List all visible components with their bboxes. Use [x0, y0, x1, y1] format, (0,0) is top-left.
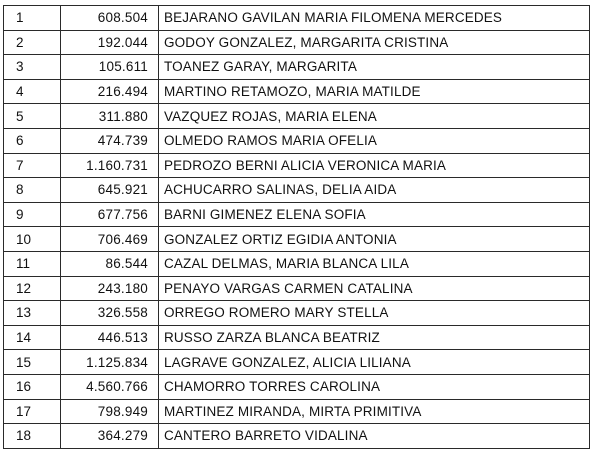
row-number: 15	[4, 350, 61, 375]
full-name: BARNI GIMENEZ ELENA SOFIA	[159, 202, 590, 227]
row-number: 5	[4, 104, 61, 129]
full-name: GONZALEZ ORTIZ EGIDIA ANTONIA	[159, 227, 590, 252]
row-number: 3	[4, 55, 61, 80]
beneficiary-table	[3, 5, 590, 449]
table-body	[4, 6, 590, 449]
row-number: 4	[4, 79, 61, 104]
id-number: 446.513	[61, 325, 159, 350]
full-name: CHAMORRO TORRES CAROLINA	[159, 374, 590, 399]
table-row	[4, 6, 590, 31]
table-row	[4, 30, 590, 55]
id-number: 1.125.834	[61, 350, 159, 375]
id-number: 474.739	[61, 128, 159, 153]
table-row	[4, 350, 590, 375]
full-name: ORREGO ROMERO MARY STELLA	[159, 301, 590, 326]
table-row	[4, 399, 590, 424]
id-number: 4.560.766	[61, 374, 159, 399]
row-number: 14	[4, 325, 61, 350]
id-number: 326.558	[61, 301, 159, 326]
table-row	[4, 325, 590, 350]
row-number: 12	[4, 276, 61, 301]
full-name: LAGRAVE GONZALEZ, ALICIA LILIANA	[159, 350, 590, 375]
full-name: CANTERO BARRETO VIDALINA	[159, 424, 590, 449]
document-sheet	[0, 5, 600, 449]
row-number: 2	[4, 30, 61, 55]
id-number: 105.611	[61, 55, 159, 80]
full-name: MARTINO RETAMOZO, MARIA MATILDE	[159, 79, 590, 104]
id-number: 311.880	[61, 104, 159, 129]
row-number: 10	[4, 227, 61, 252]
id-number: 677.756	[61, 202, 159, 227]
full-name: VAZQUEZ ROJAS, MARIA ELENA	[159, 104, 590, 129]
id-number: 364.279	[61, 424, 159, 449]
row-number: 16	[4, 374, 61, 399]
full-name: TOANEZ GARAY, MARGARITA	[159, 55, 590, 80]
id-number: 243.180	[61, 276, 159, 301]
full-name: ACHUCARRO SALINAS, DELIA AIDA	[159, 178, 590, 203]
full-name: GODOY GONZALEZ, MARGARITA CRISTINA	[159, 30, 590, 55]
table-row	[4, 55, 590, 80]
table-row	[4, 374, 590, 399]
row-number: 6	[4, 128, 61, 153]
full-name: MARTINEZ MIRANDA, MIRTA PRIMITIVA	[159, 399, 590, 424]
full-name: RUSSO ZARZA BLANCA BEATRIZ	[159, 325, 590, 350]
id-number: 798.949	[61, 399, 159, 424]
table-row	[4, 104, 590, 129]
id-number: 192.044	[61, 30, 159, 55]
table-row	[4, 276, 590, 301]
row-number: 7	[4, 153, 61, 178]
row-number: 18	[4, 424, 61, 449]
row-number: 17	[4, 399, 61, 424]
table-row	[4, 128, 590, 153]
id-number: 216.494	[61, 79, 159, 104]
row-number: 8	[4, 178, 61, 203]
row-number: 13	[4, 301, 61, 326]
row-number: 11	[4, 251, 61, 276]
full-name: PEDROZO BERNI ALICIA VERONICA MARIA	[159, 153, 590, 178]
full-name: OLMEDO RAMOS MARIA OFELIA	[159, 128, 590, 153]
full-name: BEJARANO GAVILAN MARIA FILOMENA MERCEDES	[159, 6, 590, 31]
table-row	[4, 153, 590, 178]
id-number: 608.504	[61, 6, 159, 31]
table-row	[4, 79, 590, 104]
full-name: PENAYO VARGAS CARMEN CATALINA	[159, 276, 590, 301]
id-number: 1.160.731	[61, 153, 159, 178]
id-number: 706.469	[61, 227, 159, 252]
id-number: 86.544	[61, 251, 159, 276]
full-name: CAZAL DELMAS, MARIA BLANCA LILA	[159, 251, 590, 276]
table-row	[4, 178, 590, 203]
row-number: 1	[4, 6, 61, 31]
table-row	[4, 424, 590, 449]
table-row	[4, 227, 590, 252]
row-number: 9	[4, 202, 61, 227]
table-row	[4, 251, 590, 276]
table-row	[4, 301, 590, 326]
id-number: 645.921	[61, 178, 159, 203]
table-row	[4, 202, 590, 227]
